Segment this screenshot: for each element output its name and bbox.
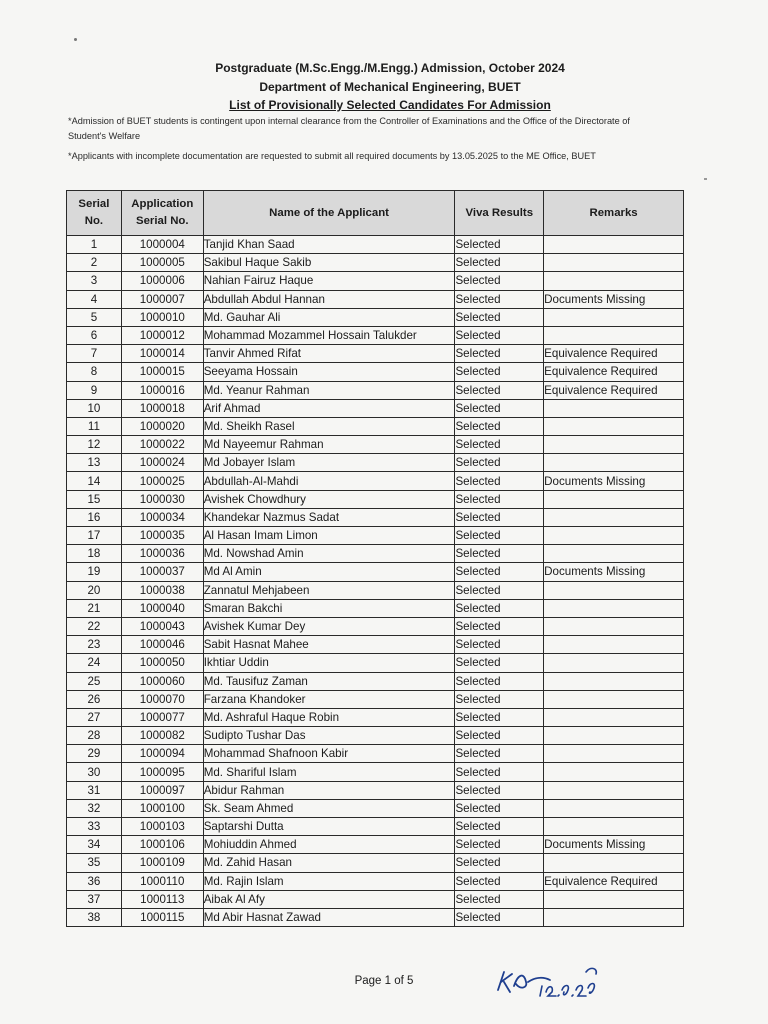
cell-applicant-name: Mohammad Mozammel Hossain Talukder xyxy=(203,326,455,344)
cell-remarks xyxy=(544,799,684,817)
cell-remarks: Equivalence Required xyxy=(544,363,684,381)
cell-serial: 1 xyxy=(67,236,122,254)
cell-viva-result: Selected xyxy=(455,854,544,872)
cell-application-no: 1000038 xyxy=(121,581,203,599)
cell-serial: 14 xyxy=(67,472,122,490)
cell-application-no: 1000060 xyxy=(121,672,203,690)
cell-serial: 26 xyxy=(67,690,122,708)
table-row xyxy=(67,799,684,817)
cell-applicant-name: Md. Shariful Islam xyxy=(203,763,455,781)
table-row xyxy=(67,381,684,399)
table-row xyxy=(67,727,684,745)
cell-serial: 20 xyxy=(67,581,122,599)
header-serial-line1: Serial xyxy=(78,198,110,210)
cell-applicant-name: Md. Yeanur Rahman xyxy=(203,381,455,399)
table-row xyxy=(67,890,684,908)
cell-application-no: 1000035 xyxy=(121,527,203,545)
cell-application-no: 1000106 xyxy=(121,836,203,854)
cell-applicant-name: Md Nayeemur Rahman xyxy=(203,436,455,454)
table-row xyxy=(67,436,684,454)
cell-remarks xyxy=(544,545,684,563)
table-row xyxy=(67,763,684,781)
table-row xyxy=(67,363,684,381)
cell-applicant-name: Sk. Seam Ahmed xyxy=(203,799,455,817)
cell-application-no: 1000012 xyxy=(121,326,203,344)
cell-viva-result: Selected xyxy=(455,290,544,308)
cell-remarks: Documents Missing xyxy=(544,472,684,490)
page-number: Page 1 of 5 xyxy=(354,975,414,987)
cell-viva-result: Selected xyxy=(455,836,544,854)
cell-viva-result: Selected xyxy=(455,417,544,435)
table-row xyxy=(67,581,684,599)
cell-remarks xyxy=(544,781,684,799)
cell-remarks xyxy=(544,672,684,690)
cell-viva-result: Selected xyxy=(455,326,544,344)
cell-application-no: 1000043 xyxy=(121,617,203,635)
table-row xyxy=(67,854,684,872)
cell-application-no: 1000020 xyxy=(121,417,203,435)
note-documents: *Applicants with incomplete documentation are requested to submit all required documents by 13.05.2025 to the ME Office, BUET xyxy=(68,151,596,161)
cell-applicant-name: Avishek Kumar Dey xyxy=(203,617,455,635)
table-row xyxy=(67,399,684,417)
cell-serial: 12 xyxy=(67,436,122,454)
cell-applicant-name: Farzana Khandoker xyxy=(203,690,455,708)
cell-serial: 13 xyxy=(67,454,122,472)
cell-application-no: 1000046 xyxy=(121,636,203,654)
table-row xyxy=(67,417,684,435)
cell-serial: 4 xyxy=(67,290,122,308)
cell-serial: 37 xyxy=(67,890,122,908)
cell-viva-result: Selected xyxy=(455,890,544,908)
cell-serial: 5 xyxy=(67,308,122,326)
table-row xyxy=(67,672,684,690)
cell-applicant-name: Smaran Bakchi xyxy=(203,599,455,617)
cell-viva-result: Selected xyxy=(455,308,544,326)
cell-serial: 29 xyxy=(67,745,122,763)
cell-viva-result: Selected xyxy=(455,345,544,363)
cell-serial: 28 xyxy=(67,727,122,745)
cell-applicant-name: Aibak Al Afy xyxy=(203,890,455,908)
table-row xyxy=(67,290,684,308)
cell-serial: 18 xyxy=(67,545,122,563)
cell-application-no: 1000016 xyxy=(121,381,203,399)
cell-remarks xyxy=(544,636,684,654)
table-row xyxy=(67,563,684,581)
table-row xyxy=(67,636,684,654)
cell-applicant-name: Al Hasan Imam Limon xyxy=(203,527,455,545)
header-remarks: Remarks xyxy=(544,191,684,236)
cell-viva-result: Selected xyxy=(455,581,544,599)
cell-serial: 21 xyxy=(67,599,122,617)
cell-viva-result: Selected xyxy=(455,690,544,708)
cell-application-no: 1000007 xyxy=(121,290,203,308)
signature-date-stroke xyxy=(540,968,596,996)
cell-application-no: 1000100 xyxy=(121,799,203,817)
cell-viva-result: Selected xyxy=(455,363,544,381)
cell-application-no: 1000115 xyxy=(121,908,203,926)
cell-serial: 2 xyxy=(67,254,122,272)
cell-serial: 27 xyxy=(67,708,122,726)
cell-remarks xyxy=(544,599,684,617)
cell-viva-result: Selected xyxy=(455,745,544,763)
cell-remarks xyxy=(544,818,684,836)
cell-application-no: 1000109 xyxy=(121,854,203,872)
cell-remarks xyxy=(544,490,684,508)
cell-remarks xyxy=(544,508,684,526)
header-name: Name of the Applicant xyxy=(203,191,455,236)
cell-application-no: 1000030 xyxy=(121,490,203,508)
cell-applicant-name: Sudipto Tushar Das xyxy=(203,727,455,745)
cell-applicant-name: Md. Sheikh Rasel xyxy=(203,417,455,435)
table-row xyxy=(67,472,684,490)
cell-serial: 30 xyxy=(67,763,122,781)
cell-serial: 8 xyxy=(67,363,122,381)
cell-applicant-name: Avishek Chowdhury xyxy=(203,490,455,508)
header-serial xyxy=(67,191,122,236)
table-row xyxy=(67,272,684,290)
cell-applicant-name: Sakibul Haque Sakib xyxy=(203,254,455,272)
cell-viva-result: Selected xyxy=(455,617,544,635)
cell-remarks xyxy=(544,527,684,545)
cell-application-no: 1000015 xyxy=(121,363,203,381)
cell-applicant-name: Nahian Fairuz Haque xyxy=(203,272,455,290)
table-row xyxy=(67,326,684,344)
cell-serial: 35 xyxy=(67,854,122,872)
header-application xyxy=(121,191,203,236)
cell-remarks xyxy=(544,763,684,781)
table-row xyxy=(67,690,684,708)
table-row xyxy=(67,781,684,799)
cell-application-no: 1000022 xyxy=(121,436,203,454)
cell-viva-result: Selected xyxy=(455,599,544,617)
cell-viva-result: Selected xyxy=(455,727,544,745)
cell-applicant-name: Md. Ashraful Haque Robin xyxy=(203,708,455,726)
cell-application-no: 1000024 xyxy=(121,454,203,472)
header-viva: Viva Results xyxy=(455,191,544,236)
cell-remarks xyxy=(544,690,684,708)
doc-title-admission: Postgraduate (M.Sc.Engg./M.Engg.) Admission, October 2024 xyxy=(215,61,565,75)
cell-remarks: Documents Missing xyxy=(544,836,684,854)
cell-application-no: 1000006 xyxy=(121,272,203,290)
cell-application-no: 1000034 xyxy=(121,508,203,526)
cell-application-no: 1000097 xyxy=(121,781,203,799)
cell-application-no: 1000014 xyxy=(121,345,203,363)
table-row xyxy=(67,654,684,672)
cell-serial: 32 xyxy=(67,799,122,817)
note-clearance: *Admission of BUET students is contingent upon internal clearance from the Controller of Examinations and the Office of the Directorate of Student's Welfare xyxy=(68,116,630,141)
cell-application-no: 1000082 xyxy=(121,727,203,745)
cell-remarks xyxy=(544,890,684,908)
cell-viva-result: Selected xyxy=(455,236,544,254)
table-row xyxy=(67,527,684,545)
table-row xyxy=(67,508,684,526)
cell-remarks xyxy=(544,454,684,472)
cell-remarks: Documents Missing xyxy=(544,290,684,308)
cell-serial: 15 xyxy=(67,490,122,508)
table-row xyxy=(67,454,684,472)
cell-application-no: 1000005 xyxy=(121,254,203,272)
cell-applicant-name: Abdullah Abdul Hannan xyxy=(203,290,455,308)
cell-applicant-name: Mohammad Shafnoon Kabir xyxy=(203,745,455,763)
cell-applicant-name: Abdullah-Al-Mahdi xyxy=(203,472,455,490)
cell-applicant-name: Md. Rajin Islam xyxy=(203,872,455,890)
cell-serial: 19 xyxy=(67,563,122,581)
cell-applicant-name: Md. Tausifuz Zaman xyxy=(203,672,455,690)
cell-serial: 33 xyxy=(67,818,122,836)
cell-serial: 31 xyxy=(67,781,122,799)
cell-application-no: 1000036 xyxy=(121,545,203,563)
cell-viva-result: Selected xyxy=(455,399,544,417)
cell-applicant-name: Tanjid Khan Saad xyxy=(203,236,455,254)
cell-application-no: 1000040 xyxy=(121,599,203,617)
scan-speck xyxy=(704,178,707,180)
cell-applicant-name: Md Abir Hasnat Zawad xyxy=(203,908,455,926)
cell-application-no: 1000095 xyxy=(121,763,203,781)
table-row xyxy=(67,872,684,890)
cell-remarks xyxy=(544,272,684,290)
cell-remarks: Documents Missing xyxy=(544,563,684,581)
table-row xyxy=(67,599,684,617)
cell-remarks xyxy=(544,745,684,763)
cell-applicant-name: Mohiuddin Ahmed xyxy=(203,836,455,854)
cell-application-no: 1000103 xyxy=(121,818,203,836)
cell-serial: 17 xyxy=(67,527,122,545)
cell-application-no: 1000070 xyxy=(121,690,203,708)
cell-applicant-name: Zannatul Mehjabeen xyxy=(203,581,455,599)
cell-viva-result: Selected xyxy=(455,672,544,690)
cell-application-no: 1000077 xyxy=(121,708,203,726)
cell-remarks xyxy=(544,436,684,454)
doc-title-department: Department of Mechanical Engineering, BUET xyxy=(259,80,521,94)
cell-viva-result: Selected xyxy=(455,272,544,290)
cell-applicant-name: Md. Gauhar Ali xyxy=(203,308,455,326)
cell-viva-result: Selected xyxy=(455,799,544,817)
handwritten-signature xyxy=(494,952,604,1002)
cell-viva-result: Selected xyxy=(455,254,544,272)
cell-viva-result: Selected xyxy=(455,818,544,836)
cell-serial: 6 xyxy=(67,326,122,344)
cell-serial: 3 xyxy=(67,272,122,290)
table-row xyxy=(67,908,684,926)
cell-applicant-name: Tanvir Ahmed Rifat xyxy=(203,345,455,363)
cell-serial: 9 xyxy=(67,381,122,399)
cell-application-no: 1000113 xyxy=(121,890,203,908)
cell-applicant-name: Md Jobayer Islam xyxy=(203,454,455,472)
cell-remarks: Equivalence Required xyxy=(544,381,684,399)
cell-viva-result: Selected xyxy=(455,472,544,490)
cell-applicant-name: Seeyama Hossain xyxy=(203,363,455,381)
cell-viva-result: Selected xyxy=(455,763,544,781)
doc-title-list: List of Provisionally Selected Candidates For Admission xyxy=(229,98,551,112)
table-header-row xyxy=(67,191,684,236)
table-row xyxy=(67,708,684,726)
table-row xyxy=(67,345,684,363)
table-row xyxy=(67,818,684,836)
table-row xyxy=(67,308,684,326)
cell-remarks xyxy=(544,908,684,926)
header-app-line2: Serial No. xyxy=(136,215,189,227)
cell-application-no: 1000094 xyxy=(121,745,203,763)
cell-remarks xyxy=(544,254,684,272)
cell-remarks: Equivalence Required xyxy=(544,345,684,363)
table-row xyxy=(67,490,684,508)
cell-remarks xyxy=(544,236,684,254)
table-row xyxy=(67,254,684,272)
cell-serial: 36 xyxy=(67,872,122,890)
cell-application-no: 1000110 xyxy=(121,872,203,890)
cell-remarks xyxy=(544,417,684,435)
cell-application-no: 1000018 xyxy=(121,399,203,417)
cell-applicant-name: Sabit Hasnat Mahee xyxy=(203,636,455,654)
cell-applicant-name: Md. Nowshad Amin xyxy=(203,545,455,563)
cell-applicant-name: Abidur Rahman xyxy=(203,781,455,799)
cell-viva-result: Selected xyxy=(455,708,544,726)
cell-viva-result: Selected xyxy=(455,490,544,508)
cell-remarks xyxy=(544,854,684,872)
cell-viva-result: Selected xyxy=(455,508,544,526)
table-row xyxy=(67,236,684,254)
cell-serial: 10 xyxy=(67,399,122,417)
cell-serial: 7 xyxy=(67,345,122,363)
candidates-table xyxy=(66,190,684,927)
cell-viva-result: Selected xyxy=(455,781,544,799)
cell-applicant-name: Khandekar Nazmus Sadat xyxy=(203,508,455,526)
cell-applicant-name: Md Al Amin xyxy=(203,563,455,581)
cell-viva-result: Selected xyxy=(455,872,544,890)
table-body xyxy=(67,236,684,927)
cell-remarks xyxy=(544,581,684,599)
cell-remarks xyxy=(544,326,684,344)
cell-viva-result: Selected xyxy=(455,563,544,581)
cell-serial: 23 xyxy=(67,636,122,654)
cell-application-no: 1000010 xyxy=(121,308,203,326)
cell-viva-result: Selected xyxy=(455,908,544,926)
cell-serial: 24 xyxy=(67,654,122,672)
cell-viva-result: Selected xyxy=(455,636,544,654)
cell-viva-result: Selected xyxy=(455,381,544,399)
cell-serial: 11 xyxy=(67,417,122,435)
cell-viva-result: Selected xyxy=(455,527,544,545)
cell-application-no: 1000004 xyxy=(121,236,203,254)
cell-remarks xyxy=(544,399,684,417)
cell-remarks xyxy=(544,727,684,745)
scan-speck xyxy=(74,38,77,41)
cell-viva-result: Selected xyxy=(455,454,544,472)
cell-application-no: 1000037 xyxy=(121,563,203,581)
cell-applicant-name: Md. Zahid Hasan xyxy=(203,854,455,872)
cell-serial: 34 xyxy=(67,836,122,854)
cell-remarks xyxy=(544,617,684,635)
table-row xyxy=(67,745,684,763)
cell-applicant-name: Ikhtiar Uddin xyxy=(203,654,455,672)
cell-application-no: 1000050 xyxy=(121,654,203,672)
cell-remarks: Equivalence Required xyxy=(544,872,684,890)
cell-viva-result: Selected xyxy=(455,545,544,563)
table-row xyxy=(67,617,684,635)
cell-viva-result: Selected xyxy=(455,654,544,672)
table-row xyxy=(67,545,684,563)
cell-remarks xyxy=(544,308,684,326)
cell-serial: 38 xyxy=(67,908,122,926)
cell-serial: 25 xyxy=(67,672,122,690)
cell-viva-result: Selected xyxy=(455,436,544,454)
cell-application-no: 1000025 xyxy=(121,472,203,490)
cell-applicant-name: Saptarshi Dutta xyxy=(203,818,455,836)
header-app-line1: Application xyxy=(131,198,194,210)
cell-remarks xyxy=(544,654,684,672)
table-row xyxy=(67,836,684,854)
header-serial-line2: No. xyxy=(84,215,104,227)
cell-applicant-name: Arif Ahmad xyxy=(203,399,455,417)
cell-serial: 16 xyxy=(67,508,122,526)
cell-remarks xyxy=(544,708,684,726)
cell-serial: 22 xyxy=(67,617,122,635)
